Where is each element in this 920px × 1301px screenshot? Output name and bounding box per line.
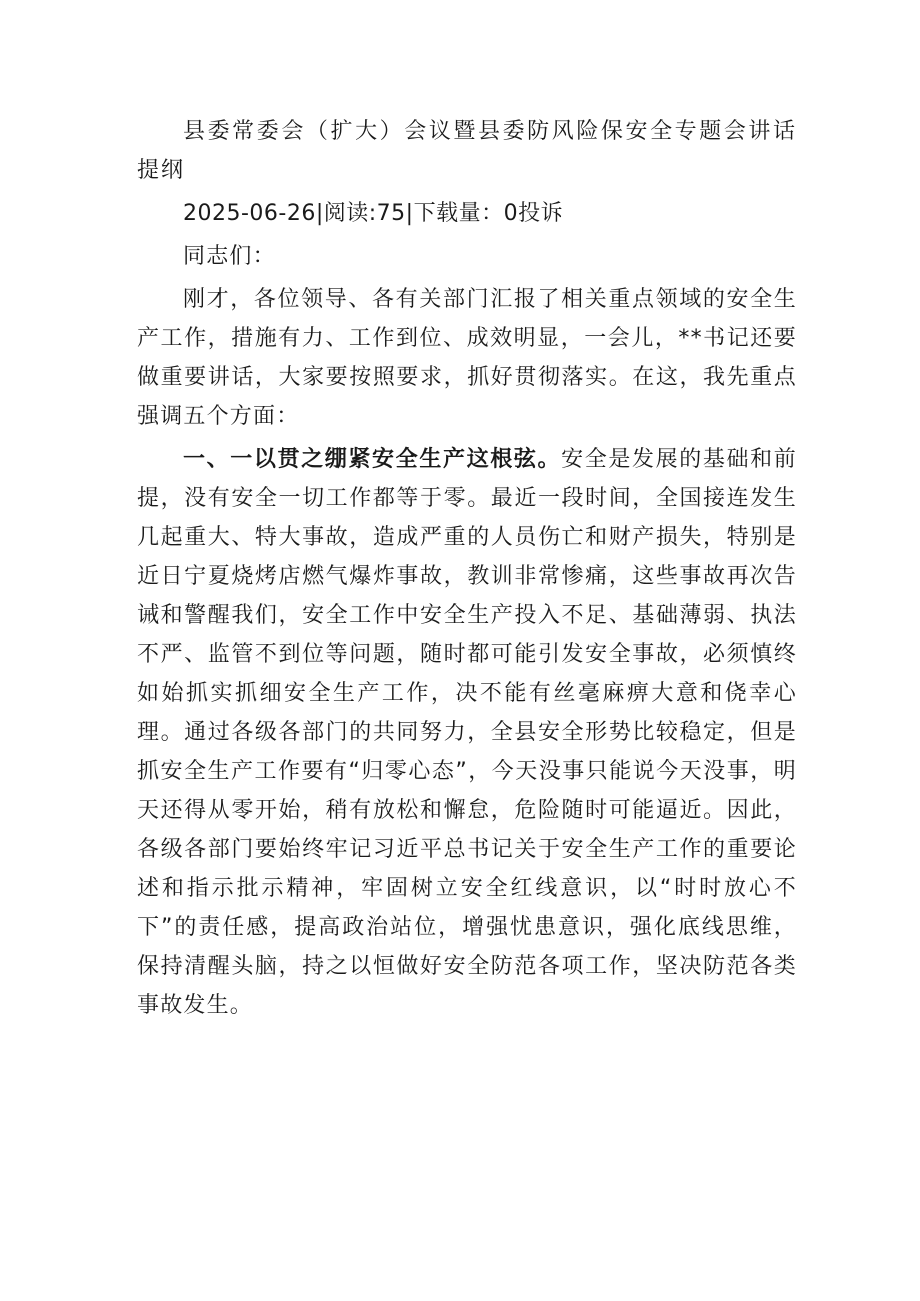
document-title: 县委常委会（扩大）会议暨县委防风险保安全专题会讲话提纲 [137,119,797,183]
section-1-heading: 一、一以贯之绷紧安全生产这根弦。 [183,447,562,472]
intro-paragraph: 刚才，各位领导、各有关部门汇报了相关重点领域的安全生产工作，措施有力、工作到位、成效明显，一会儿，**书记还要做重要讲话，大家要按照要求，抓好贯彻落实。在这，我先重点强调五个方面： [137,287,797,429]
section-1-body: 安全是发展的基础和前提，没有安全一切工作都等于零。最近一段时间，全国接连发生几起重大、特大事故，造成严重的人员伤亡和财产损失，特别是近日宁夏烧烤店燃气爆炸事故，教训非常惨痛，这些事故再次告诫和警醒我们，安全工作中安全生产投入不足、基础薄弱、执法不严、监管不到位等问题，随时都可能引发安全事故，必须慎终如始抓实抓细安全生产工作，决不能有丝毫麻痹大意和侥幸心理。通过各级各部门的共同努力，全县安全形势比较稳定，但是抓安全生产工作要有“归零心态”，今天没事只能说今天没事，明天还得从零开始，稍有放松和懈怠，危险随时可能逼近。因此，各级各部门要始终牢记习近平总书记关于安全生产工作的重要论述和指示批示精神，牢固树立安全红线意识，以“时时放心不下”的责任感，提高政治站位，增强忧患意识，强化底线思维，保持清醒头脑，持之以恒做好安全防范各项工作，坚决防范各类事故发生。 [137,447,797,1018]
document-page [137,112,797,1029]
document-meta: 2025-06-26|阅读:75|下载量：0投诉 [183,201,564,226]
salutation: 同志们： [183,244,276,269]
section-1-paragraph [137,440,797,1025]
